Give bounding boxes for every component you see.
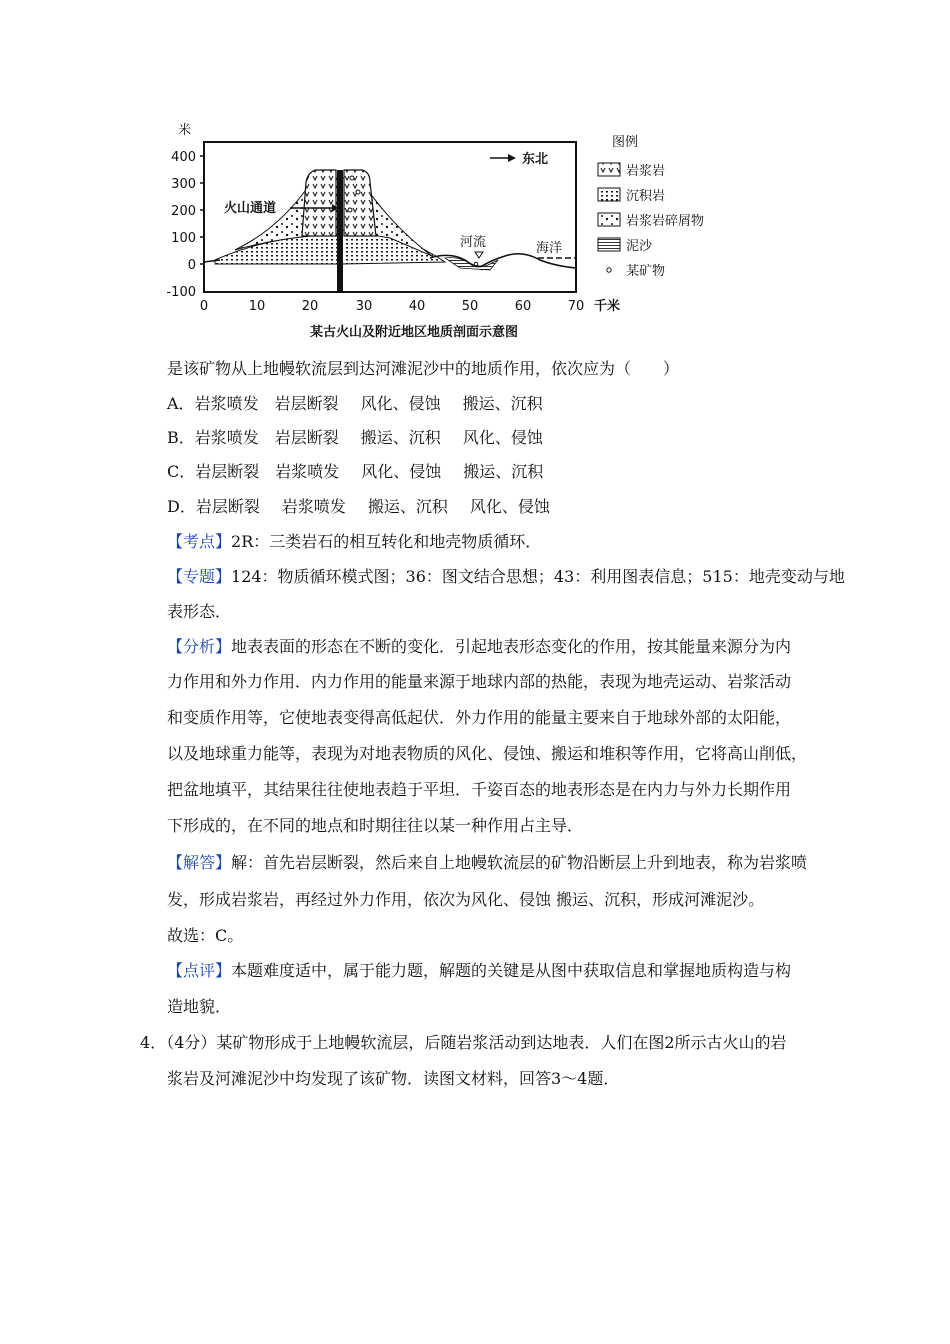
kaodian-text: 2R：三类岩石的相互转化和地壳物质循环． (231, 532, 542, 551)
option-item: 搬运、沉积 (463, 462, 544, 481)
option-item: 风化、侵蚀 (361, 462, 442, 481)
legend-label: 某矿物 (626, 264, 666, 279)
x-tick: 40 (408, 299, 426, 314)
option-item: 岩浆喷发 (275, 462, 340, 481)
option-d[interactable] (167, 496, 817, 518)
figure-caption: 某古火山及附近地区地质剖面示意图 (310, 325, 519, 340)
legend-label: 沉积岩 (626, 189, 666, 204)
option-item: 岩层断裂 (195, 497, 260, 516)
dianping-tag: 【点评】 (167, 961, 232, 980)
question-4-text-line: 浆岩及河滩泥沙中均发现了该矿物．读图文材料，回答3～4题． (167, 1069, 620, 1088)
legend-label: 岩浆岩碎屑物 (626, 214, 705, 229)
legend-label: 泥沙 (626, 239, 653, 254)
y-tick: 400 (171, 150, 196, 165)
option-b[interactable] (167, 427, 817, 449)
y-tick: 300 (171, 177, 196, 192)
x-tick: 20 (301, 299, 319, 314)
jieda-text-line: 发，形成岩浆岩，再经过外力作用，依次为风化、侵蚀 搬运、沉积，形成河滩泥沙。 (167, 890, 765, 909)
legend-swatch-debris (598, 213, 620, 226)
jieda-answer: 故选：C。 (167, 926, 244, 945)
y-tick: 200 (171, 204, 196, 219)
y-tick: 100 (171, 231, 196, 246)
kaodian-section (167, 531, 817, 553)
legend-title: 图例 (612, 135, 639, 150)
question-text: （4分）某矿物形成于上地幔软流层，后随岩浆活动到达地表．人们在图2所示古火山的岩 (166, 1033, 787, 1052)
y-tick: 0 (187, 258, 196, 273)
x-tick: 60 (514, 299, 532, 314)
dianping-text: 本题难度适中，属于能力题，解题的关键是从图中获取信息和掌握地质构造与构 (231, 961, 792, 980)
legend-swatch-sedimentary (598, 188, 620, 201)
geologic-cross-section-figure (160, 118, 760, 348)
fenxi-text-line: 和变质作用等，它使地表变得高低起伏．外力作用的能量主要来自于地球外部的太阳能， (167, 708, 792, 727)
jieda-tag: 【解答】 (167, 853, 232, 872)
option-item: 岩层断裂 (274, 394, 339, 413)
zhuanti-tag: 【专题】 (167, 567, 232, 586)
label-river: 河流 (460, 235, 487, 250)
fenxi-text-line: 下形成的，在不同的地点和时期往往以某一种作用占主导． (167, 816, 584, 835)
option-item: 搬运、沉积 (462, 394, 543, 413)
label-volcanic-vent: 火山通道 (224, 201, 277, 216)
option-key: C． (167, 462, 196, 481)
y-tick: -100 (166, 285, 196, 300)
fenxi-text-line: 以及地球重力能等，表现为对地表物质的风化、侵蚀、搬运和堆积等作用，它将高山削低， (167, 744, 808, 763)
legend-label: 岩浆岩 (626, 164, 666, 179)
option-item: 风化、侵蚀 (469, 497, 550, 516)
option-item: 岩浆喷发 (194, 428, 259, 447)
x-tick: 70 (567, 299, 585, 314)
x-tick: 50 (461, 299, 479, 314)
fenxi-text-line: 力作用和外力作用．内力作用的能量来源于地球内部的热能，表现为地壳运动、岩浆活动 (167, 672, 792, 691)
legend-swatch-silt (598, 238, 620, 251)
legend-swatch-magmatic (598, 163, 620, 176)
option-item: 搬运、沉积 (360, 428, 441, 447)
fenxi-tag: 【分析】 (167, 637, 232, 656)
option-item: 搬运、沉积 (367, 497, 448, 516)
question-number: 4． (140, 1033, 167, 1052)
label-sea: 海洋 (536, 241, 563, 256)
legend-swatch-mineral (607, 268, 611, 272)
zhuanti-section (167, 566, 845, 588)
y-axis-unit: 米 (178, 123, 192, 138)
option-key: A． (167, 394, 195, 413)
question-stem: 是该矿物从上地幔软流层到达河滩泥沙中的地质作用，依次应为（ ） (167, 359, 680, 378)
zhuanti-text-cont: 表形态． (167, 602, 232, 621)
question-4 (140, 1032, 820, 1054)
fenxi-text-line: 把盆地填平，其结果往往使地表趋于平坦．千姿百态的地表形态是在内力与外力长期作用 (167, 780, 792, 799)
option-item: 岩浆喷发 (281, 497, 346, 516)
dianping-section (167, 960, 817, 982)
zhuanti-text: 124：物质循环模式图；36：图文结合思想；43：利用图表信息；515：地壳变动与地 (231, 567, 845, 586)
option-item: 岩层断裂 (195, 462, 260, 481)
option-item: 岩浆喷发 (194, 394, 259, 413)
fenxi-text: 地表表面的形态在不断的变化．引起地表形态变化的作用，按其能量来源分为内 (231, 637, 792, 656)
x-axis-unit: 千米 (594, 299, 621, 314)
jieda-text: 解：首先岩层断裂，然后来自上地幔软流层的矿物沿断层上升到地表，称为岩浆喷 (231, 853, 808, 872)
option-key: D． (167, 497, 196, 516)
dianping-text-line: 造地貌． (167, 997, 232, 1016)
jieda-section (167, 852, 817, 874)
option-key: B． (167, 428, 195, 447)
option-a[interactable] (167, 393, 817, 415)
option-item: 岩层断裂 (274, 428, 339, 447)
option-item: 风化、侵蚀 (360, 394, 441, 413)
kaodian-tag: 【考点】 (167, 532, 232, 551)
x-tick: 0 (199, 299, 209, 314)
x-axis-ticks (200, 299, 584, 314)
y-axis-ticks (166, 150, 196, 300)
volcanic-vent (337, 170, 343, 292)
fenxi-section (167, 636, 817, 658)
cross-section-svg (160, 118, 760, 348)
direction-label: 东北 (522, 152, 549, 167)
x-tick: 30 (355, 299, 373, 314)
option-item: 风化、侵蚀 (462, 428, 543, 447)
option-c[interactable] (167, 461, 817, 483)
x-tick: 10 (248, 299, 266, 314)
legend (598, 135, 704, 279)
magmatic-rock-left (302, 170, 336, 236)
